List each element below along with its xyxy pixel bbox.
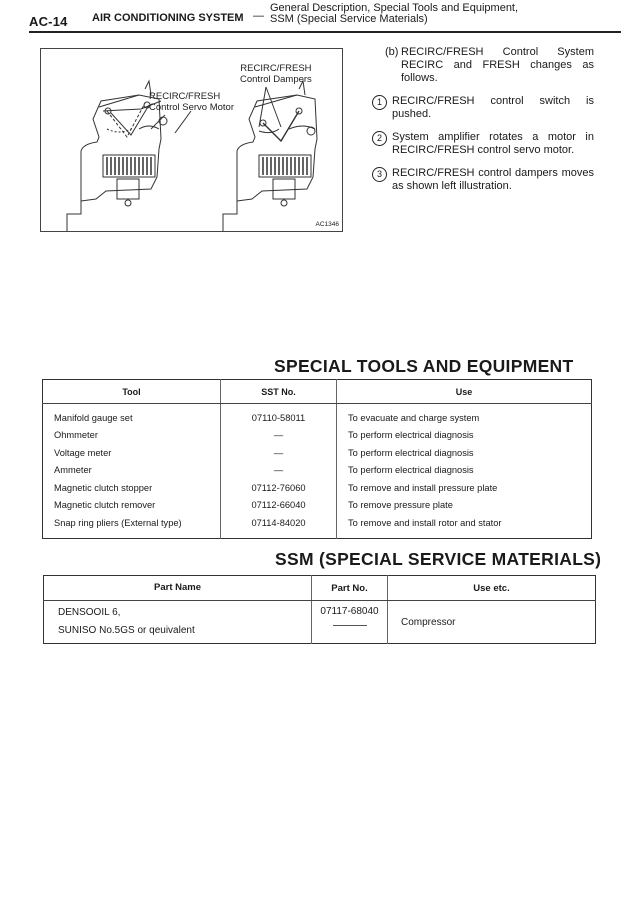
item-b-label: (b)	[385, 46, 399, 58]
blank-part-number-line	[333, 625, 367, 626]
subtitle-line-1: General Description, Special Tools and Equipment,	[270, 2, 519, 14]
page-number: AC-14	[29, 14, 68, 29]
step-1	[372, 95, 594, 121]
part-name-line-2: SUNISO No.5GS or qeuivalent	[58, 625, 195, 636]
tool-use: To remove pressure plate	[337, 497, 592, 515]
tool-name: Voltage meter	[54, 447, 112, 458]
table-row	[43, 497, 592, 515]
column-header-part-name: Part Name	[44, 576, 312, 601]
item-b	[372, 46, 594, 85]
figure-id: AC1346	[315, 221, 339, 228]
tool-name: Magnetic clutch stopper	[54, 482, 153, 493]
tool-name: Manifold gauge set	[54, 412, 133, 423]
step-number-circle: 2	[372, 131, 387, 146]
ssm-title: SSM (SPECIAL SERVICE MATERIALS)	[275, 549, 602, 569]
step-number-circle: 1	[372, 95, 387, 110]
table-header-row	[44, 576, 596, 601]
servo-motor-label	[149, 91, 234, 113]
ssm-table	[43, 575, 596, 644]
title-dash: —	[253, 10, 264, 22]
damper-leader-line-2	[266, 87, 281, 127]
right-blower-unit	[223, 81, 317, 231]
special-tools-table	[42, 379, 592, 539]
table-row	[43, 444, 592, 462]
sst-number: 07112-66040	[221, 497, 337, 515]
column-header-tool: Tool	[43, 380, 221, 404]
sst-number: —	[221, 444, 337, 462]
damper-illustration	[40, 48, 343, 232]
table-row	[43, 479, 592, 497]
tool-name: Ohmmeter	[54, 430, 98, 441]
step-number-circle: 3	[372, 167, 387, 182]
section-subtitle	[270, 3, 518, 25]
column-header-use: Use	[337, 380, 592, 404]
column-header-sst-no: SST No.	[221, 380, 337, 404]
tool-use: To perform electrical diagnosis	[337, 444, 592, 462]
column-header-part-no: Part No.	[312, 576, 388, 601]
part-name-line-1: DENSOOIL 6,	[58, 607, 121, 618]
subtitle-line-2: SSM (Special Service Materials)	[270, 13, 428, 25]
tool-name: Snap ring pliers (External type)	[54, 517, 182, 528]
column-header-use: Use etc.	[388, 576, 596, 601]
step-text: System amplifier rotates a motor in RECIRC/FRESH control servo motor.	[392, 131, 594, 156]
step-2	[372, 131, 594, 157]
tool-use: To remove and install rotor and stator	[337, 514, 592, 538]
tool-name: Ammeter	[54, 465, 92, 476]
tool-use: To evacuate and charge system	[337, 404, 592, 427]
tool-name: Magnetic clutch remover	[54, 500, 156, 511]
step-text: RECIRC/FRESH control switch is pushed.	[392, 95, 594, 120]
special-tools-title: SPECIAL TOOLS AND EQUIPMENT	[274, 356, 574, 376]
servo-label-line-1: RECIRC/FRESH	[149, 91, 221, 102]
part-name	[44, 601, 312, 644]
table-row	[43, 462, 592, 480]
dampers-label	[240, 63, 312, 85]
page-header	[29, 0, 621, 33]
servo-label-line-2: Control Servo Motor	[149, 102, 235, 113]
system-title: AIR CONDITIONING SYSTEM	[92, 12, 244, 24]
step-text: RECIRC/FRESH control dampers moves as shown left illustration.	[392, 167, 594, 192]
tool-use: To perform electrical diagnosis	[337, 427, 592, 445]
sst-number: 07112-76060	[221, 479, 337, 497]
table-row	[43, 427, 592, 445]
table-row	[44, 601, 596, 644]
sst-number: —	[221, 427, 337, 445]
part-number-value: 07117-68040	[320, 606, 379, 617]
dampers-label-line-1: RECIRC/FRESH	[240, 63, 312, 74]
item-b-text: RECIRC/FRESH Control System RECIRC and FRESH changes as follows.	[401, 46, 594, 84]
sst-number: —	[221, 462, 337, 480]
table-row	[43, 404, 592, 427]
dampers-label-line-2: Control Dampers	[240, 74, 312, 85]
part-number	[312, 601, 388, 644]
control-system-description	[372, 46, 594, 193]
tool-use: To perform electrical diagnosis	[337, 462, 592, 480]
sst-number: 07114-84020	[221, 514, 337, 538]
part-use: Compressor	[388, 601, 596, 644]
table-row	[43, 514, 592, 538]
servo-leader-line	[175, 111, 191, 133]
tool-use: To remove and install pressure plate	[337, 479, 592, 497]
sst-number: 07110-58011	[221, 404, 337, 427]
step-3	[372, 167, 594, 193]
table-header-row	[43, 380, 592, 404]
